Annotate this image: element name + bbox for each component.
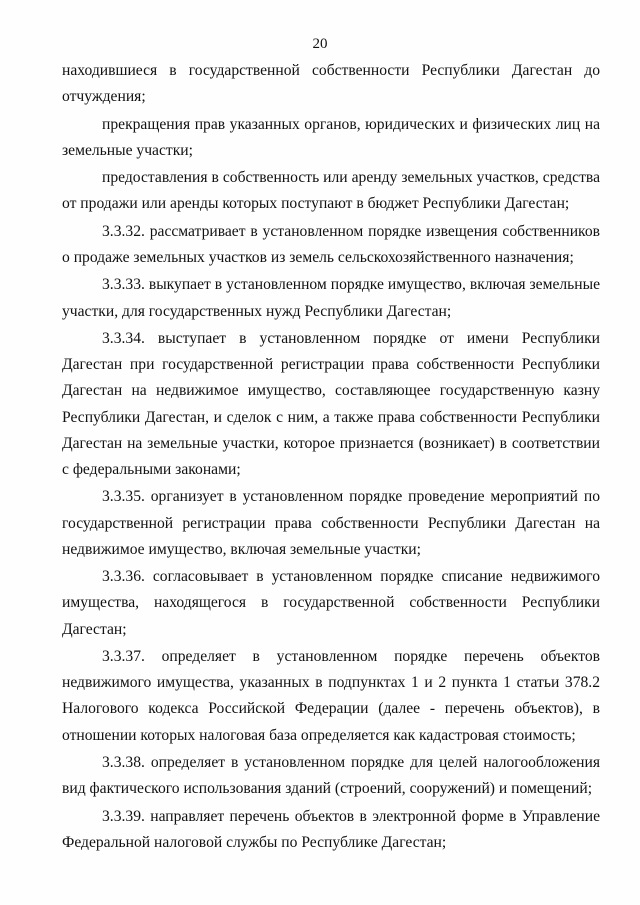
paragraph-3-3-34: 3.3.34. выступает в установленном порядке от имени Республики Дагестан при государственной регистрации права собственности Республики Дагестан на недвижимое имущество, составляющее государственную казну Республики Дагестан, и сделок с ним, а также права собственности Республики Дагестан на земельные участки, которое признается (возникает) в соответствии с федеральными законами;: [62, 329, 600, 478]
paragraph-3-3-37: 3.3.37. определяет в установленном порядке перечень объектов недвижимого имущества, указанных в подпунктах 1 и 2 пункта 1 статьи 378.2 Налогового кодекса Российской Федерации (далее - перечень объектов), в отношении которых налоговая база определяется как кадастровая стоимость;: [62, 647, 600, 744]
paragraph-3-3-33: 3.3.33. выкупает в установленном порядке имущество, включая земельные участки, для государственных нужд Республики Дагестан;: [62, 276, 600, 320]
paragraph-3-3-39: 3.3.39. направляет перечень объектов в электронной форме в Управление Федеральной налоговой службы по Республике Дагестан;: [62, 807, 600, 851]
page-number: 20: [312, 36, 328, 52]
paragraph-3-3-38: 3.3.38. определяет в установленном порядке для целей налогообложения вид фактического использования зданий (строений, сооружений) и помещений;: [62, 753, 600, 798]
paragraph-termination-rights: прекращения прав указанных органов, юридических и физических лиц на земельные участки;: [62, 115, 600, 159]
paragraph-3-3-35: 3.3.35. организует в установленном порядке проведение мероприятий по государственной регистрации права собственности Республики Дагестан на недвижимое имущество, включая земельные участки;: [62, 488, 600, 558]
document-body: [62, 58, 600, 857]
paragraph-land-provision: предоставления в собственность или аренду земельных участков, средства от продажи или аренды которых поступают в бюджет Республики Дагестан;: [62, 169, 600, 213]
paragraph-3-3-32: 3.3.32. рассматривает в установленном порядке извещения собственников о продаже земельных участков из земель сельскохозяйственного назначения;: [62, 222, 600, 266]
paragraph-continuation: находившиеся в государственной собственности Республики Дагестан до отчуждения;: [62, 62, 600, 106]
paragraph-3-3-36: 3.3.36. согласовывает в установленном порядке списание недвижимого имущества, находящегося в государственной собственности Республики Дагестан;: [62, 568, 600, 638]
